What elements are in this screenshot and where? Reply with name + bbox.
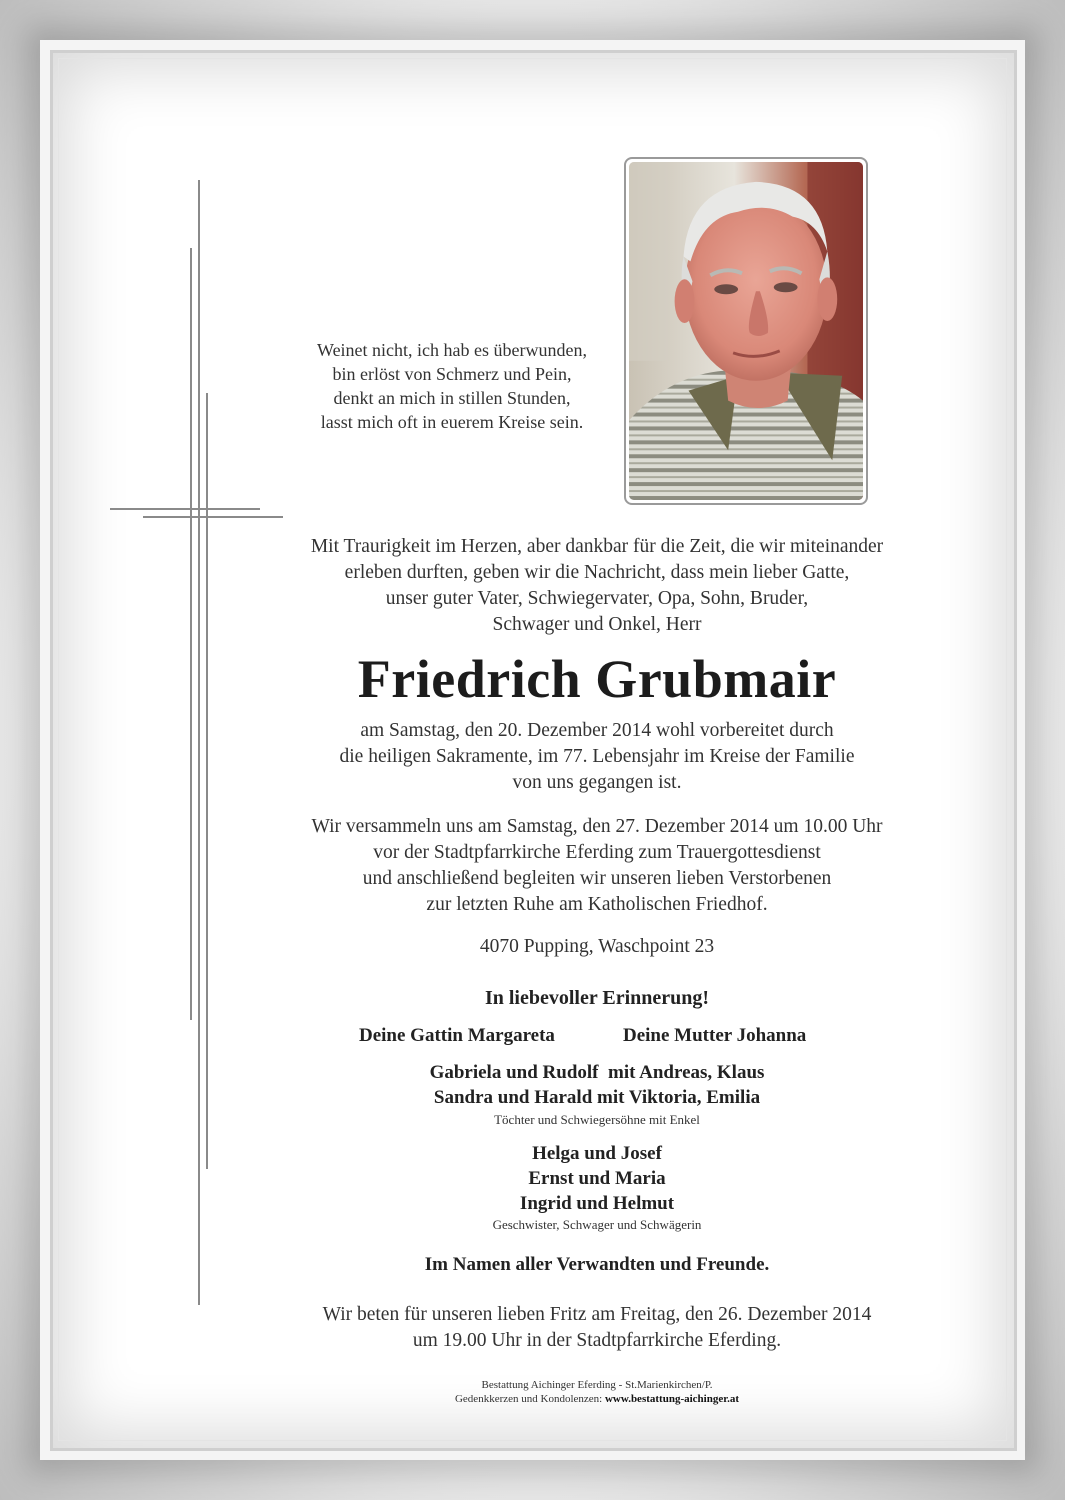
footer-funeral-home: Bestattung Aichinger Eferding - St.Marienkirchen/P. <box>481 1379 713 1391</box>
intro-text <box>230 534 964 638</box>
ceremony-line: zur letzten Ruhe am Katholischen Friedhof. <box>426 894 768 915</box>
death-line: die heiligen Sakramente, im 77. Lebensjahr im Kreise der Familie <box>339 746 855 767</box>
children-note: Töchter und Schwiegersöhne mit Enkel <box>494 1112 700 1127</box>
poem <box>250 338 654 434</box>
spouse-name: Deine Gattin Margareta <box>359 1025 555 1046</box>
intro-line: Schwager und Onkel, Herr <box>492 614 702 635</box>
sibling-line: Helga und Josef <box>532 1143 662 1164</box>
prayer-notice <box>230 1302 964 1354</box>
intro-line: unser guter Vater, Schwiegervater, Opa, Sohn, Bruder, <box>385 588 809 609</box>
intro-line: erleben durften, geben wir die Nachricht, dass mein lieber Gatte, <box>344 562 850 583</box>
mother-name: Deine Mutter Johanna <box>623 1025 807 1046</box>
sibling-line: Ernst und Maria <box>528 1168 666 1189</box>
children-line: Gabriela und Rudolf mit Andreas, Klaus <box>429 1062 765 1083</box>
siblings-list <box>230 1141 964 1216</box>
footer-website-link[interactable]: www.bestattung-aichinger.at <box>604 1393 740 1405</box>
footer <box>230 1378 964 1406</box>
sibling-line: Ingrid und Helmut <box>519 1193 675 1214</box>
poem-line: bin erlöst von Schmerz und Pein, <box>332 364 572 384</box>
poem-line: denkt an mich in stillen Stunden, <box>333 388 571 408</box>
children-line: Sandra und Harald mit Viktoria, Emilia <box>433 1087 761 1108</box>
relatives-line: Im Namen aller Verwandten und Freunde. <box>424 1254 770 1275</box>
deceased-name: Friedrich Grubmair <box>357 649 837 709</box>
spouse-mother-row <box>230 1022 964 1050</box>
poem-line: lasst mich oft in euerem Kreise sein. <box>320 412 584 432</box>
memory-heading: In liebevoller Erinnerung! <box>484 987 710 1009</box>
death-announcement <box>230 718 964 796</box>
children-list <box>230 1060 964 1110</box>
ceremony-details <box>230 814 964 918</box>
prayer-line: Wir beten für unseren lieben Fritz am Freitag, den 26. Dezember 2014 <box>322 1304 872 1325</box>
portrait-photo <box>624 157 868 505</box>
intro-line: Mit Traurigkeit im Herzen, aber dankbar für die Zeit, die wir miteinander <box>310 536 884 557</box>
death-line: von uns gegangen ist. <box>512 772 682 793</box>
siblings-note: Geschwister, Schwager und Schwägerin <box>492 1217 702 1232</box>
footer-condolences-label: Gedenkkerzen und Kondolenzen: <box>454 1393 605 1405</box>
ceremony-line: Wir versammeln uns am Samstag, den 27. Dezember 2014 um 10.00 Uhr <box>311 816 883 837</box>
prayer-line: um 19.00 Uhr in der Stadtpfarrkirche Eferding. <box>412 1330 782 1351</box>
death-line: am Samstag, den 20. Dezember 2014 wohl vorbereitet durch <box>360 720 834 741</box>
address: 4070 Pupping, Waschpoint 23 <box>479 936 715 957</box>
ceremony-line: und anschließend begleiten wir unseren lieben Verstorbenen <box>362 868 832 889</box>
poem-line: Weinet nicht, ich hab es überwunden, <box>317 340 587 360</box>
ceremony-line: vor der Stadtpfarrkirche Eferding zum Trauergottesdienst <box>373 842 821 863</box>
footer-condolences <box>230 1392 964 1406</box>
